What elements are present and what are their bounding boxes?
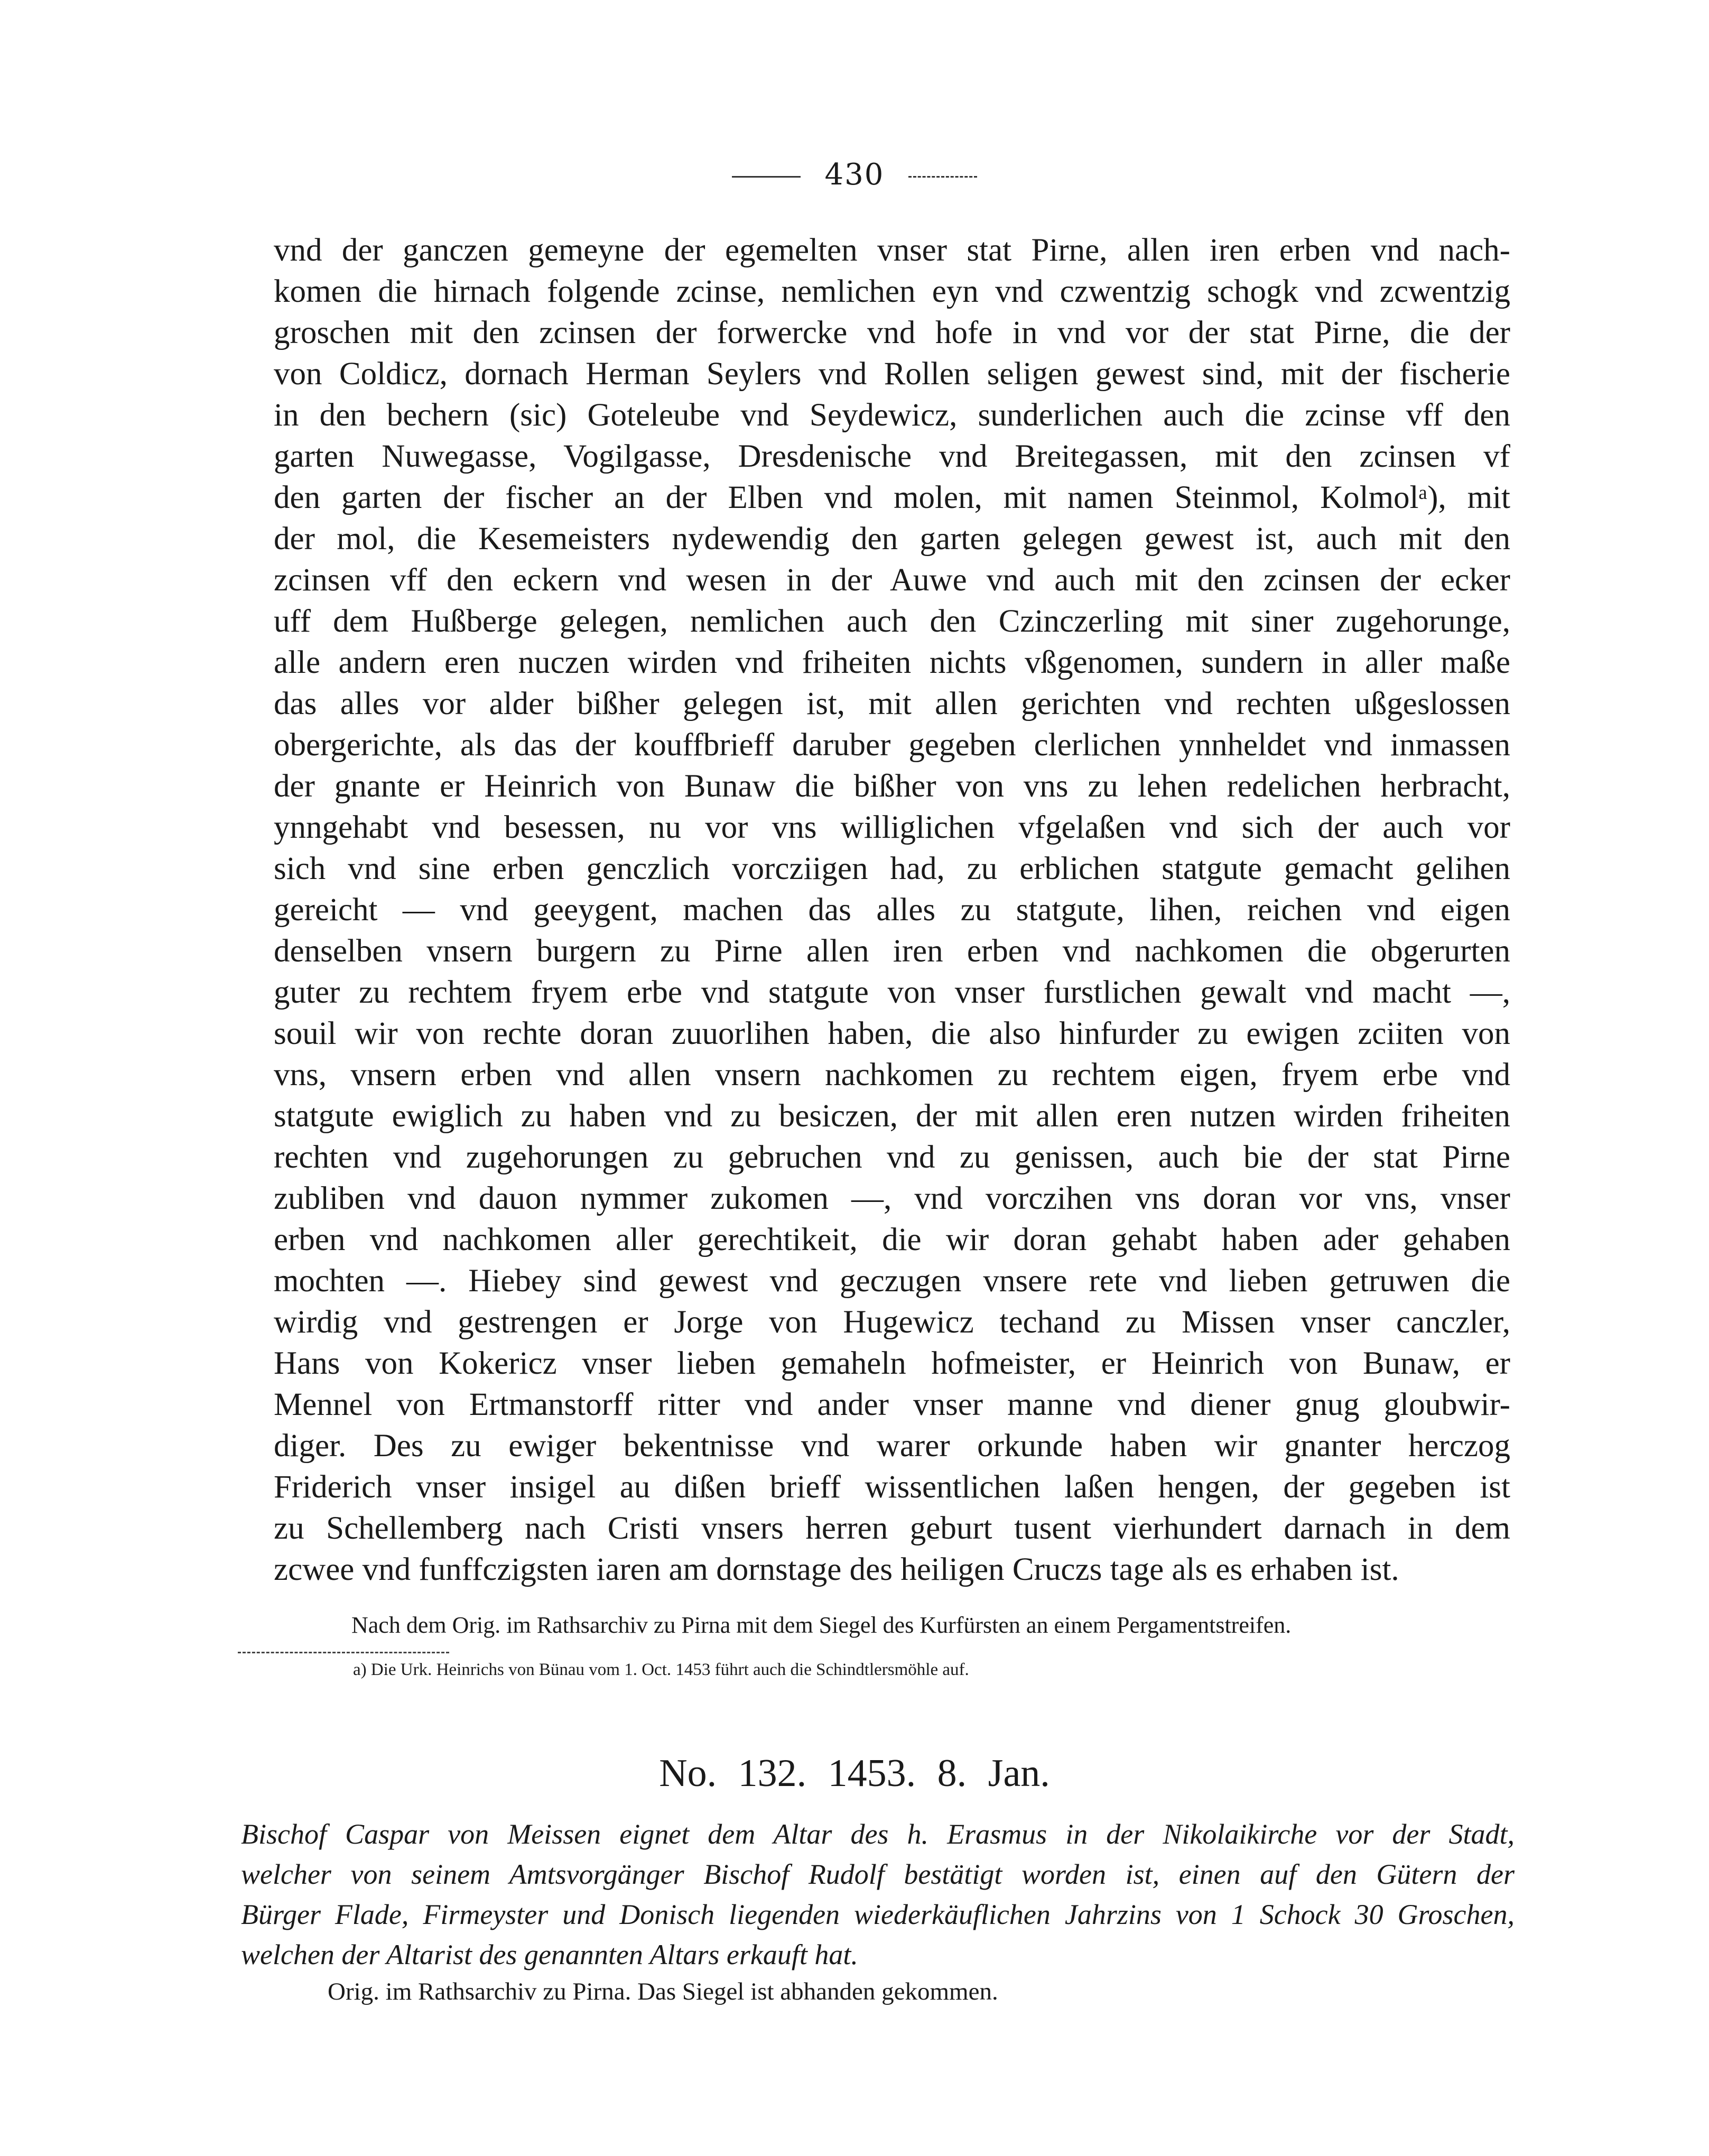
summary-line: Bischof Caspar von Meissen eignet dem Altar des h. Erasmus in der Nikolaikirche vor der Stadt, <box>241 1818 1515 1850</box>
source-note: Nach dem Orig. im Rathsarchiv zu Pirna mit dem Siegel des Kurfürsten an einem Pergamentstreifen. <box>351 1612 1292 1638</box>
page-number-header <box>0 158 1709 192</box>
body-line: uff dem Hußberge gelegen, nemlichen auch den Czinczerling mit siner zugehorunge, <box>274 604 1510 639</box>
header-rule-right <box>908 176 977 178</box>
body-line: zcwee vnd funffczigsten iaren am dornstage des heiligen Cruczs tage als es erhaben ist. <box>274 1552 1399 1587</box>
body-line: obergerichte, als das der kouffbrieff daruber gegeben clerlichen ynnheldet vnd inmassen <box>274 727 1510 763</box>
body-line: groschen mit den zcinsen der forwercke vnd hofe in vnd vor der stat Pirne, die der <box>274 315 1510 350</box>
header-rule-left <box>732 176 801 178</box>
body-line: Mennel von Ertmanstorff ritter vnd ander vnser manne vnd diener gnug gloubwir- <box>274 1387 1510 1422</box>
body-line: souil wir von rechte doran zuuorlihen haben, die also hinfurder zu ewigen zciiten von <box>274 1016 1510 1051</box>
footnote-rule <box>238 1652 449 1653</box>
body-line: Hans von Kokericz vnser lieben gemaheln hofmeister, er Heinrich von Bunaw, er <box>274 1346 1510 1381</box>
body-line: guter zu rechtem fryem erbe vnd statgute von vnser furstlichen gewalt vnd macht —, <box>274 975 1510 1010</box>
body-line: der mol, die Kesemeisters nydewendig den garten gelegen gewest ist, auch mit den <box>274 521 1510 557</box>
body-line: der gnante er Heinrich von Bunaw die bißher von vns zu lehen redelichen herbracht, <box>274 769 1510 804</box>
charter-body-text <box>274 230 1510 1590</box>
body-line: Friderich vnser insigel au dißen brieff wissentlichen laßen hengen, der gegeben ist <box>274 1469 1510 1505</box>
body-line: mochten —. Hiebey sind gewest vnd geczugen vnsere rete vnd lieben getruwen die <box>274 1263 1510 1299</box>
body-line: komen die hirnach folgende zcinse, nemlichen eyn vnd czwentzig schogk vnd zcwentzig <box>274 274 1510 309</box>
body-line: zubliben vnd dauon nymmer zukomen —, vnd vorczihen vns doran vor vns, vnser <box>274 1181 1510 1216</box>
body-line: das alles vor alder bißher gelegen ist, mit allen gerichten vnd rechten ußgeslossen <box>274 686 1510 721</box>
body-line: gereicht — vnd geeygent, machen das alles zu statgute, lihen, reichen vnd eigen <box>274 892 1510 928</box>
body-line: garten Nuwegasse, Vogilgasse, Dresdenische vnd Breitegassen, mit den zcinsen vf <box>274 439 1510 474</box>
footnote: a) Die Urk. Heinrichs von Bünau vom 1. Oct. 1453 führt auch die Schindtlersmöhle auf. <box>353 1660 969 1679</box>
document-heading: No. 132. 1453. 8. Jan. <box>659 1752 1050 1795</box>
body-line: vns, vnsern erben vnd allen vnsern nachkomen zu rechtem eigen, fryem erbe vnd <box>274 1057 1510 1093</box>
body-line: alle andern eren nuczen wirden vnd friheiten nichts vßgenomen, sundern in aller maße <box>274 645 1510 680</box>
body-line: ynngehabt vnd besessen, nu vor vns williglichen vfgelaßen vnd sich der auch vor <box>274 810 1510 845</box>
body-line: wirdig vnd gestrengen er Jorge von Hugewicz techand zu Missen vnser canczler, <box>274 1304 1510 1340</box>
body-line: denselben vnsern burgern zu Pirne allen iren erben vnd nachkomen die obgerurten <box>274 933 1510 969</box>
body-line: von Coldicz, dornach Herman Seylers vnd Rollen seligen gewest sind, mit der fischerie <box>274 356 1510 392</box>
body-line: vnd der ganczen gemeyne der egemelten vnser stat Pirne, allen iren erben vnd nach- <box>274 233 1510 268</box>
body-line: in den bechern (sic) Goteleube vnd Seydewicz, sunderlichen auch die zcinse vff den <box>274 397 1510 433</box>
body-line: diger. Des zu ewiger bekentnisse vnd warer orkunde haben wir gnanter herczog <box>274 1428 1510 1464</box>
body-line: zcinsen vff den eckern vnd wesen in der Auwe vnd auch mit den zcinsen der ecker <box>274 562 1510 598</box>
page-number: 430 <box>824 158 885 192</box>
body-line: erben vnd nachkomen aller gerechtikeit, die wir doran gehabt haben ader gehaben <box>274 1222 1510 1257</box>
body-line: sich vnd sine erben genczlich vorcziigen had, zu erblichen statgute gemacht gelihen <box>274 851 1510 886</box>
document-summary <box>241 1814 1515 1975</box>
body-line: statgute ewiglich zu haben vnd zu besiczen, der mit allen eren nutzen wirden friheiten <box>274 1098 1510 1134</box>
source-note-2: Orig. im Rathsarchiv zu Pirna. Das Siegel ist abhanden gekommen. <box>328 1978 998 2005</box>
body-line: zu Schellemberg nach Cristi vnsers herren geburt tusent vierhundert darnach in dem <box>274 1511 1510 1546</box>
summary-line: welcher von seinem Amtsvorgänger Bischof Rudolf bestätigt worden ist, einen auf den Gütern der <box>241 1858 1515 1890</box>
body-line: rechten vnd zugehorungen zu gebruchen vnd zu genissen, auch bie der stat Pirne <box>274 1140 1510 1175</box>
summary-line: Bürger Flade, Firmeyster und Donisch liegenden wiederkäuflichen Jahrzins von 1 Schock 30 Groschen, <box>241 1899 1515 1930</box>
body-line: den garten der fischer an der Elben vnd molen, mit namen Steinmol, Kolmolᵃ), mit <box>274 480 1510 515</box>
summary-line: welchen der Altarist des genannten Altars erkauft hat. <box>241 1939 858 1970</box>
